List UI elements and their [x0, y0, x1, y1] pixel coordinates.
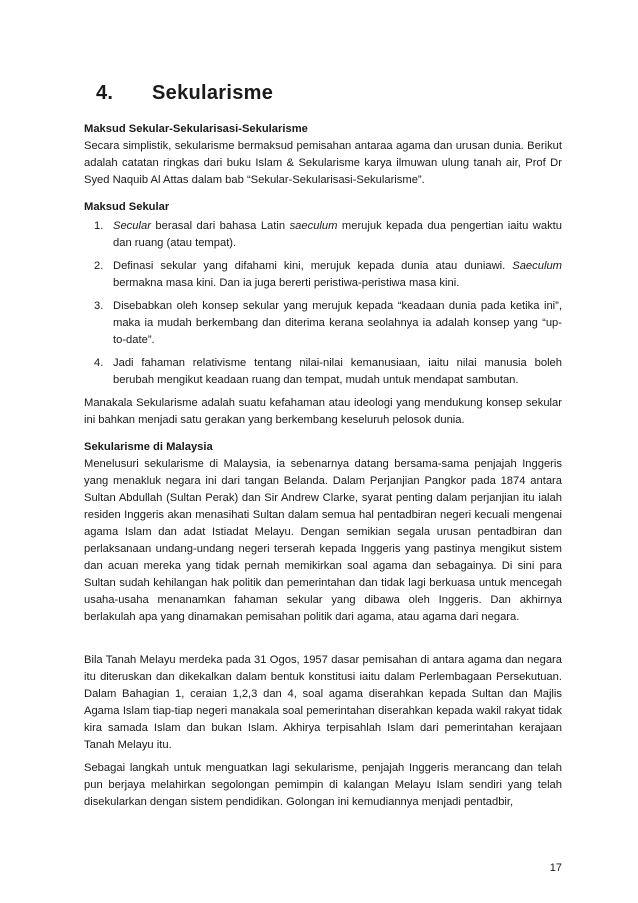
list-item: [94, 218, 562, 252]
subheading-maksud-sekular: Maksud Sekular: [84, 201, 170, 213]
list-item-emphasis: saeculum: [289, 220, 338, 232]
definition-list: [84, 218, 562, 389]
list-item-text: Jadi fahaman relativisme tentang nilai-nilai kemanusiaan, iaitu nilai manusia boleh berubah mengikut keadaan ruang dan tempat, mudah untuk mendapat sambutan.: [113, 357, 562, 386]
list-item-text: merujuk kepada dua pengertian iaitu waktu dan ruang (atau tempat).: [113, 220, 562, 249]
list-item: [94, 298, 562, 349]
section-number: 4.: [96, 82, 114, 104]
subheading-maksud-sekularisme: Maksud Sekular-Sekularisasi-Sekularisme: [84, 123, 308, 135]
page-number: 17: [549, 862, 562, 874]
subheading-sekularisme-malaysia: Sekularisme di Malaysia: [84, 441, 213, 453]
intro-paragraph: Secara simplistik, sekularisme bermaksud pemisahan antaraa agama dan urusan dunia. Berikut adalah catatan ringkas dari buku Islam & Sekularisme karya ilmuwan ulung tanah air, Prof Dr Syed Naquib Al Attas dalam bab “Sekular-Sekularisasi-Sekularisme”.: [84, 140, 562, 186]
list-item-number: 3.: [94, 300, 104, 312]
list-item: [94, 258, 562, 292]
list-item-number: 4.: [94, 357, 104, 369]
closing-paragraph: Manakala Sekularisme adalah suatu kefahaman atau ideologi yang mendukung konsep sekular ini bahkan menjadi satu gerakan yang berkembang keseluruh pelosok dunia.: [84, 397, 562, 426]
list-item-number: 1.: [94, 220, 104, 232]
section-title-text: Sekularisme: [152, 82, 274, 104]
document-body: [84, 121, 562, 811]
list-item: [94, 355, 562, 389]
list-item-number: 2.: [94, 260, 104, 272]
list-item-emphasis: Saeculum: [512, 260, 562, 272]
list-item-text: Disebabkan oleh konsep sekular yang merujuk kepada “keadaan dunia pada ketika ini”, maka ia mudah berkembang dan diterima kerana seolahnya ia adalah konsep yang “up-to-date”.: [113, 300, 562, 346]
section-title: [96, 82, 273, 105]
list-item-text: bermakna masa kini. Dan ia juga bererti peristiwa-peristiwa masa kini.: [113, 277, 460, 289]
list-item-emphasis: Secular: [113, 220, 151, 232]
list-item-text: Definasi sekular yang difahami kini, merujuk kepada dunia atau duniawi.: [113, 260, 513, 272]
list-item-text: berasal dari bahasa Latin: [150, 220, 290, 232]
paragraph-spacer: [84, 626, 562, 652]
history-paragraph-3: Sebagai langkah untuk menguatkan lagi sekularisme, penjajah Inggeris merancang dan telah pun berjaya melahirkan segolongan pemimpin di kalangan Melayu Islam sendiri yang telah disekularkan dengan sistem pendidikan. Golongan ini kemudiannya menjadi pentadbir,: [84, 762, 562, 808]
history-paragraph-1: Menelusuri sekularisme di Malaysia, ia sebenarnya datang bersama-sama penjajah Inggeris yang menakluk negara ini dari tangan Belanda. Dalam Perjanjian Pangkor pada 1874 antara Sultan Abdullah (Sultan Perak) dan Sir Andrew Clarke, syarat penting dalam perjanjian itu ialah residen Inggeris akan menasihati Sultan dalam semua hal pentadbiran negeri kecuali mengenai agama Islam dan adat Istiadat Melayu. Dengan semikian segala urusan pentadbiran dan perlaksanaan undang-undang negeri terserah kepada Inggeris yang pastinya mengikut sistem dan acuan mereka yang tidak pernah memikirkan soal agama dan sebagainya. Di sini para Sultan sudah kehilangan hak politik dan pemerintahan dan tidak lagi berkuasa untuk mencegah usaha-usaha menanamkan fahaman sekular yang dibawa oleh Inggeris. Dan akhirnya berlakulah apa yang dinamakan pemisahan politik dari agama, atau agama dari negara.: [84, 458, 562, 623]
history-paragraph-2: Bila Tanah Melayu merdeka pada 31 Ogos, 1957 dasar pemisahan di antara agama dan negara itu diteruskan dan dikekalkan dalam bentuk konstitusi iaitu dalam Perlembagaan Persekutuan. Dalam Bahagian 1, ceraian 1,2,3 dan 4, soal agama diserahkan kepada Sultan dan Majlis Agama Islam tiap-tiap negeri manakala soal pemerintahan diserahkan kepada wakil rakyat tidak kira samada Islam dan bukan Islam. Akhirya terpisahlah Islam dari pemerintahan kerajaan Tanah Melayu itu.: [84, 654, 562, 751]
